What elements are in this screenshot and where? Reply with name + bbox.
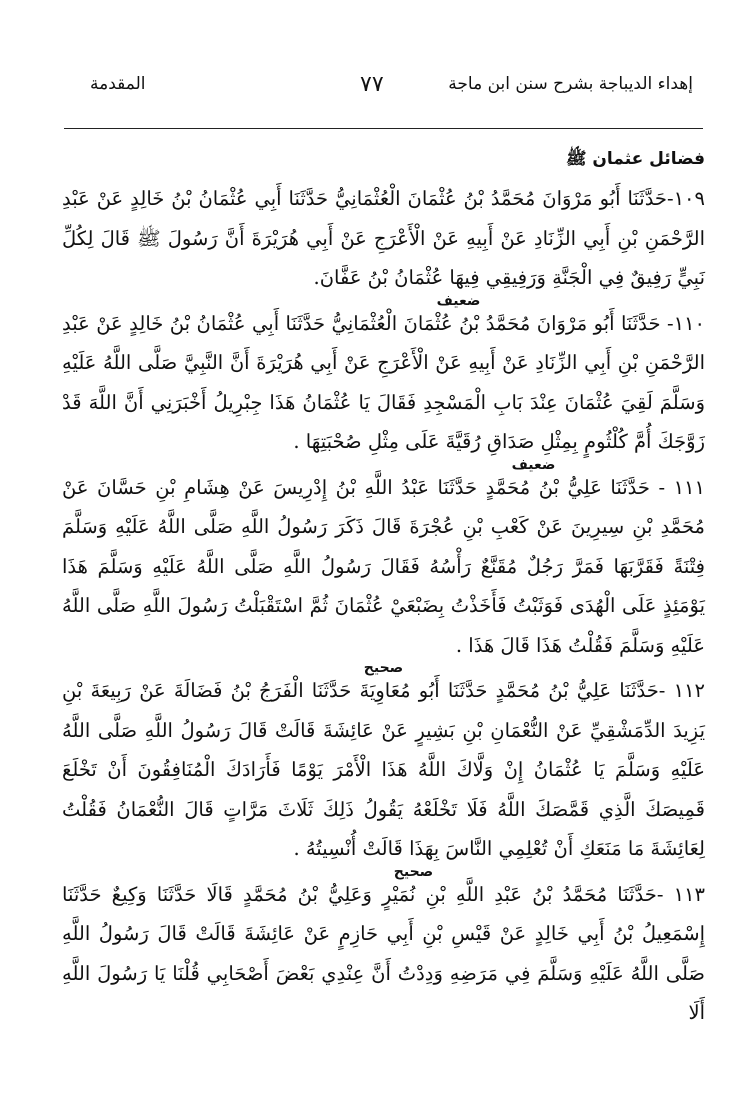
- hadith-grade: صحيح: [393, 863, 434, 880]
- hadith-grade: صحيح: [363, 660, 404, 676]
- section-title: فضائل عثمان ﷺ: [565, 149, 705, 169]
- page-header: [60, 68, 693, 108]
- header-divider: [64, 128, 703, 129]
- page-number: ٧٧: [360, 72, 384, 97]
- section-name: المقدمة: [90, 74, 146, 94]
- hadith-111: ١١١ - حَدَّثَنَا عَلِيُّ بْنُ مُحَمَّدٍ حَدَّثَنَا عَبْدُ اللَّهِ بْنُ إِدْرِيسَ عَنْ هِشَامِ بْنِ حَسَّانَ عَنْ مُحَمَّدِ بْنِ سِيرِينَ عَنْ كَعْبِ بْنِ عُجْرَةَ قَالَ ذَكَرَ رَسُولُ اللَّهِ صَلَّى اللَّهُ عَلَيْهِ وَسَلَّمَ فِتْنَةً فَقَرَّبَهَا فَمَرَّ رَجُلٌ مُقَنَّعٌ رَأْسُهُ فَقَالَ رَسُولُ اللَّهِ صَلَّى اللَّهُ عَلَيْهِ وَسَلَّمَ هَذَا يَوْمَئِذٍ عَلَى الْهُدَى فَوَثَبْتُ فَأَخَذْتُ بِضَبْعَيْ عُثْمَانَ ثُمَّ اسْتَقْبَلْتُ رَسُولَ اللَّهِ صَلَّى اللَّهُ عَلَيْهِ وَسَلَّمَ فَقُلْتُ هَذَا قَالَ هَذَا .: [62, 475, 705, 657]
- hadith-110: ١١٠- حَدَّثَنَا أَبُو مَرْوَانَ مُحَمَّدُ بْنُ عُثْمَانَ الْعُثْمَانِيُّ حَدَّثَنَا أَبِي عُثْمَانُ بْنُ خَالِدٍ عَنْ عَبْدِ الرَّحْمَنِ بْنِ أَبِي الزِّنَادِ عَنْ أَبِيهِ عَنْ الْأَعْرَجِ عَنْ أَبِي هُرَيْرَةَ أَنَّ النَّبِيَّ صَلَّى اللَّهُ عَلَيْهِ وَسَلَّمَ لَقِيَ عُثْمَانَ عِنْدَ بَابِ الْمَسْجِدِ فَقَالَ يَا عُثْمَانُ هَذَا جِبْرِيلُ أَخْبَرَنِي أَنَّ اللَّهَ قَدْ زَوَّجَكَ أُمَّ كُلْثُومٍ بِمِثْلِ صَدَاقِ رُقَيَّةَ عَلَى مِثْلِ صُحْبَتِهَا .: [62, 311, 705, 453]
- hadith-112: ١١٢ -حَدَّثَنَا عَلِيُّ بْنُ مُحَمَّدٍ حَدَّثَنَا أَبُو مُعَاوِيَةَ حَدَّثَنَا الْفَرَجُ بْنُ فَضَالَةَ عَنْ رَبِيعَةَ بْنِ يَزِيدَ الدِّمَشْقِيِّ عَنْ النُّعْمَانِ بْنِ بَشِيرٍ عَنْ عَائِشَةَ قَالَتْ قَالَ رَسُولُ اللَّهِ صَلَّى اللَّهُ عَلَيْهِ وَسَلَّمَ يَا عُثْمَانُ إِنْ وَلَّاكَ اللَّهُ هَذَا الْأَمْرَ يَوْمًا فَأَرَادَكَ الْمُنَافِقُونَ أَنْ تَخْلَعَ قَمِيصَكَ الَّذِي قَمَّصَكَ اللَّهُ فَلَا تَخْلَعْهُ يَقُولُ ذَلِكَ ثَلَاثَ مَرَّاتٍ قَالَ النُّعْمَانُ فَقُلْتُ لِعَائِشَةَ مَا مَنَعَكِ أَنْ تُعْلِمِي النَّاسَ بِهَذَا قَالَتْ أُنْسِيتُهُ .: [62, 679, 705, 860]
- hadith-grade: ضعيف: [436, 292, 481, 309]
- hadith-grade: ضعيف: [511, 456, 556, 473]
- hadith-113: ١١٣ -حَدَّثَنَا مُحَمَّدُ بْنُ عَبْدِ اللَّهِ بْنِ نُمَيْرٍ وَعَلِيُّ بْنُ مُحَمَّدٍ قَالَا حَدَّثَنَا وَكِيعٌ حَدَّثَنَا إِسْمَعِيلُ بْنُ أَبِي خَالِدٍ عَنْ قَيْسِ بْنِ أَبِي حَازِمٍ عَنْ عَائِشَةَ قَالَتْ قَالَ رَسُولُ اللَّهِ صَلَّى اللَّهُ عَلَيْهِ وَسَلَّمَ فِي مَرَضِهِ وَدِدْتُ أَنَّ عِنْدِي بَعْضَ أَصْحَابِي قُلْنَا يَا رَسُولَ اللَّهِ أَلَا: [62, 882, 705, 1024]
- page-body: [62, 148, 705, 1033]
- book-title: إهداء الديباجة بشرح سنن ابن ماجة: [448, 74, 693, 94]
- hadith-109: ١٠٩-حَدَّثَنَا أَبُو مَرْوَانَ مُحَمَّدُ بْنُ عُثْمَانَ الْعُثْمَانِيُّ حَدَّثَنَا أَبِي عُثْمَانُ بْنُ خَالِدٍ عَنْ عَبْدِ الرَّحْمَنِ بْنِ أَبِي الزِّنَادِ عَنْ أَبِيهِ عَنْ الْأَعْرَجِ عَنْ أَبِي هُرَيْرَةَ أَنَّ رَسُولَ ﷺ قَالَ لِكُلِّ نَبِيٍّ رَفِيقٌ فِي الْجَنَّةِ وَرَفِيقِي فِيهَا عُثْمَانُ بْنُ عَفَّانَ.: [62, 187, 705, 289]
